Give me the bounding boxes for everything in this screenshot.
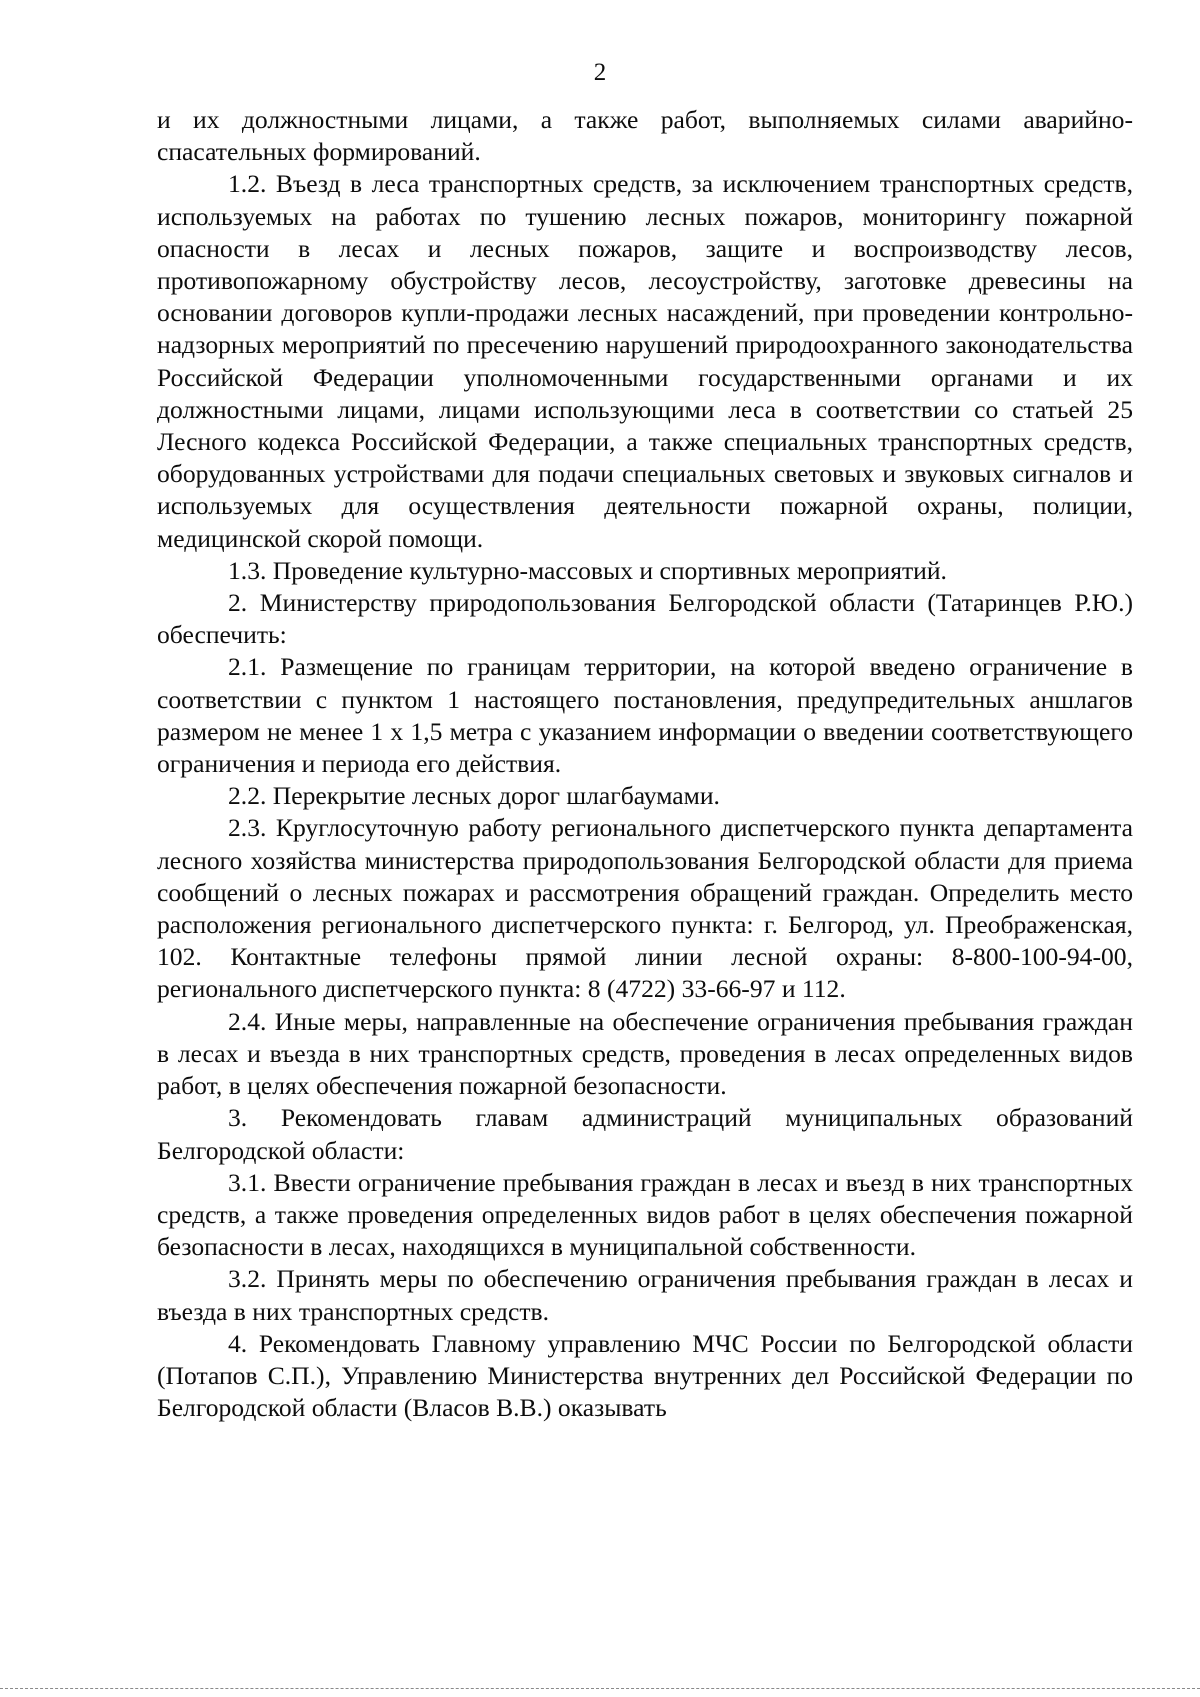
page-number: 2 xyxy=(593,59,607,86)
paragraph-3-1: 3.1. Ввести ограничение пребывания граждан в лесах и въезд в них транспортных средств, а также проведения определенных видов работ в целях обеспечения пожарной безопасности в лесах, находящихся в муниципальной собственности. xyxy=(157,1167,1133,1262)
paragraph-2-4: 2.4. Иные меры, направленные на обеспечение ограничения пребывания граждан в лесах и въезда в них транспортных средств, проведения в лесах определенных видов работ, в целях обеспечения пожарной безопасности. xyxy=(157,1006,1133,1101)
paragraph-2-2: 2.2. Перекрытие лесных дорог шлагбаумами. xyxy=(228,781,720,811)
paragraph-2-1: 2.1. Размещение по границам территории, на которой введено ограничение в соответствии с пунктом 1 настоящего постановления, предупредительных аншлагов размером не менее 1 х 1,5 метра с указанием информации о введении соответствующего ограничения и периода его действия. xyxy=(157,652,1133,779)
paragraph-4: 4. Рекомендовать Главному управлению МЧС России по Белгородской области (Потапов С.П.), Управлению Министерства внутренних дел Российской Федерации по Белгородской области (Власов В.В.) оказывать xyxy=(157,1328,1133,1423)
scan-bottom-edge xyxy=(0,1688,1200,1689)
paragraph-3-2: 3.2. Принять меры по обеспечению ограничения пребывания граждан в лесах и въезда в них транспортных средств. xyxy=(157,1264,1133,1326)
paragraph-continuation: и их должностными лицами, а также работ, выполняемых силами аварийно-спасательных формирований. xyxy=(157,105,1133,167)
paragraph-3: 3. Рекомендовать главам администраций муниципальных образований Белгородской области: xyxy=(157,1103,1133,1165)
paragraph-1-3: 1.3. Проведение культурно-массовых и спортивных мероприятий. xyxy=(228,555,947,585)
paragraph-2-3: 2.3. Круглосуточную работу регионального диспетчерского пункта департамента лесного хозяйства министерства природопользования Белгородской области для приема сообщений о лесных пожарах и рассмотрения обращений граждан. Определить место расположения регионального диспетчерского пункта: г. Белгород, ул. Преображенская, 102. Контактные телефоны прямой линии лесной охраны: 8-800-100-94-00, регионального диспетчерского пункта: 8 (4722) 33-66-97 и 112. xyxy=(157,813,1133,1004)
paragraph-1-2: 1.2. Въезд в леса транспортных средств, за исключением транспортных средств, используемых на работах по тушению лесных пожаров, мониторингу пожарной опасности в лесах и лесных пожаров, защите и воспроизводству лесов, противопожарному обустройству лесов, лесоустройству, заготовке древесины на основании договоров купли-продажи лесных насаждений, при проведении контрольно-надзорных мероприятий по пресечению нарушений природоохранного законодательства Российской Федерации уполномоченными государственными органами и их должностными лицами, лицами использующими леса в соответствии со статьей 25 Лесного кодекса Российской Федерации, а также специальных транспортных средств, оборудованных устройствами для подачи специальных световых и звуковых сигналов и используемых для осуществления деятельности пожарной охраны, полиции, медицинской скорой помощи. xyxy=(157,169,1133,553)
paragraph-2: 2. Министерству природопользования Белгородской области (Татаринцев Р.Ю.) обеспечить: xyxy=(157,588,1133,650)
document-body xyxy=(157,104,1133,1424)
